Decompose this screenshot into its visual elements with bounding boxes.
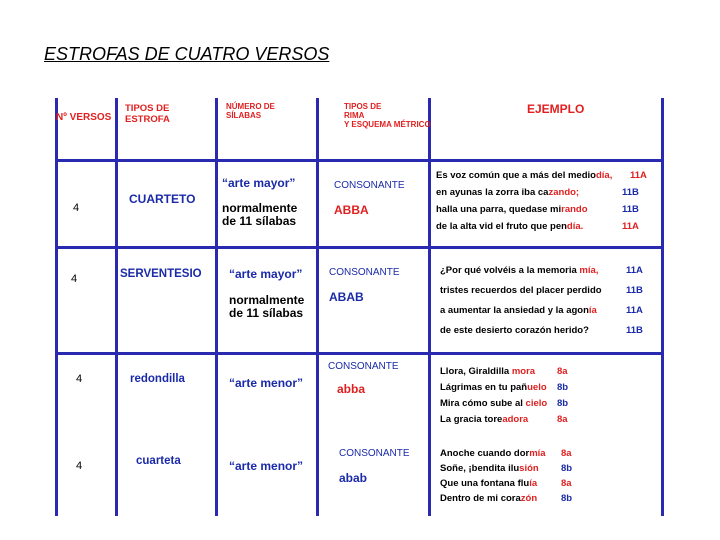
header-silabas-2: SÍLABAS bbox=[226, 111, 262, 120]
row3-tag-4: 8a bbox=[557, 414, 568, 425]
row3-verse-2: Lágrimas en tu pañuelo bbox=[440, 382, 547, 393]
row2-rima: CONSONANTE bbox=[329, 267, 400, 278]
header-ejemplo: EJEMPLO bbox=[527, 102, 585, 116]
row-separator-1 bbox=[55, 246, 664, 249]
row3-tag-3: 8b bbox=[557, 398, 569, 409]
row2-verse-3: a aumentar la ansiedad y la agonía bbox=[440, 305, 597, 316]
row2-verse-2: tristes recuerdos del placer perdido bbox=[440, 285, 602, 296]
row3-tipo: redondilla bbox=[130, 373, 185, 385]
row3-verse-1: Llora, Giraldilla mora bbox=[440, 366, 536, 377]
row3-tag-1: 8a bbox=[557, 366, 568, 377]
row4-esquema: abab bbox=[339, 471, 368, 485]
row1-verse-4: de la alta vid el fruto que pendía. bbox=[436, 221, 584, 232]
row2-silabas-2: de 11 sílabas bbox=[229, 306, 304, 320]
header-rima-2: RIMA bbox=[344, 111, 365, 120]
row1-verse-2: en ayunas la zorra iba cazando; bbox=[436, 187, 580, 198]
row2-silabas-1: normalmente bbox=[229, 293, 305, 307]
row2-tag-3: 11A bbox=[626, 305, 643, 316]
row2-num: 4 bbox=[71, 273, 78, 285]
row3-verse-4: La gracia toreadora bbox=[440, 414, 529, 425]
row4-tag-2: 8b bbox=[561, 463, 573, 474]
row3-esquema: abba bbox=[337, 382, 366, 396]
row4-tag-4: 8b bbox=[561, 493, 573, 504]
row4-verse-3: Que una fontana fluía bbox=[440, 478, 538, 489]
row1-tag-2: 11B bbox=[622, 187, 639, 198]
header-rima-3: Y ESQUEMA MÉTRICO bbox=[344, 120, 431, 129]
row1-esquema: ABBA bbox=[334, 203, 369, 217]
row4-rima: CONSONANTE bbox=[339, 448, 410, 459]
row1-silabas-2: de 11 sílabas bbox=[222, 214, 297, 228]
row4-verse-1: Anoche cuando dormía bbox=[440, 448, 546, 459]
row1-silabas-1: normalmente bbox=[222, 201, 298, 215]
row1-tag-1: 11A bbox=[630, 170, 647, 181]
row3-tag-2: 8b bbox=[557, 382, 569, 393]
row3-verse-3: Mira cómo sube al cielo bbox=[440, 398, 548, 409]
header-tipos-estrofa-2: ESTROFA bbox=[125, 114, 170, 125]
row1-tipo: CUARTETO bbox=[129, 192, 196, 206]
row4-arte: “arte menor” bbox=[229, 459, 304, 473]
row4-num: 4 bbox=[76, 460, 83, 472]
page-title: ESTROFAS DE CUATRO VERSOS bbox=[44, 44, 330, 64]
row2-verse-1: ¿Por qué volvéis a la memoria mía, bbox=[440, 265, 599, 276]
row2-arte: “arte mayor” bbox=[229, 267, 303, 281]
row1-verse-1: Es voz común que a más del mediodía, bbox=[436, 170, 613, 181]
row4-tag-3: 8a bbox=[561, 478, 572, 489]
row1-tag-4: 11A bbox=[622, 221, 639, 232]
row4-verse-4: Dentro de mi corazón bbox=[440, 493, 538, 504]
header-rima-1: TIPOS DE bbox=[344, 102, 382, 111]
row4-tag-1: 8a bbox=[561, 448, 572, 459]
row2-tag-4: 11B bbox=[626, 325, 643, 336]
row1-arte: “arte mayor” bbox=[222, 176, 296, 190]
header-silabas-1: NÚMERO DE bbox=[226, 102, 275, 111]
row-separator-2 bbox=[55, 352, 664, 355]
row4-verse-2: Soñe, ¡bendita ilusión bbox=[440, 463, 539, 474]
row2-tag-2: 11B bbox=[626, 285, 643, 296]
row3-arte: “arte menor” bbox=[229, 376, 304, 390]
row4-tipo: cuarteta bbox=[136, 455, 181, 467]
row3-num: 4 bbox=[76, 373, 83, 385]
row2-verse-4: de este desierto corazón herido? bbox=[440, 325, 589, 336]
row2-esquema: ABAB bbox=[329, 290, 364, 304]
header-separator bbox=[55, 159, 664, 162]
row3-rima: CONSONANTE bbox=[328, 361, 399, 372]
header-versos: Nº VERSOS bbox=[56, 112, 112, 123]
row1-tag-3: 11B bbox=[622, 204, 639, 215]
row1-num: 4 bbox=[73, 202, 80, 214]
header-tipos-estrofa-1: TIPOS DE bbox=[125, 103, 170, 114]
row1-rima: CONSONANTE bbox=[334, 180, 405, 191]
row2-tipo: SERVENTESIO bbox=[120, 268, 202, 280]
row2-tag-1: 11A bbox=[626, 265, 643, 276]
row1-verse-3: halla una parra, quedase mirando bbox=[436, 204, 588, 215]
